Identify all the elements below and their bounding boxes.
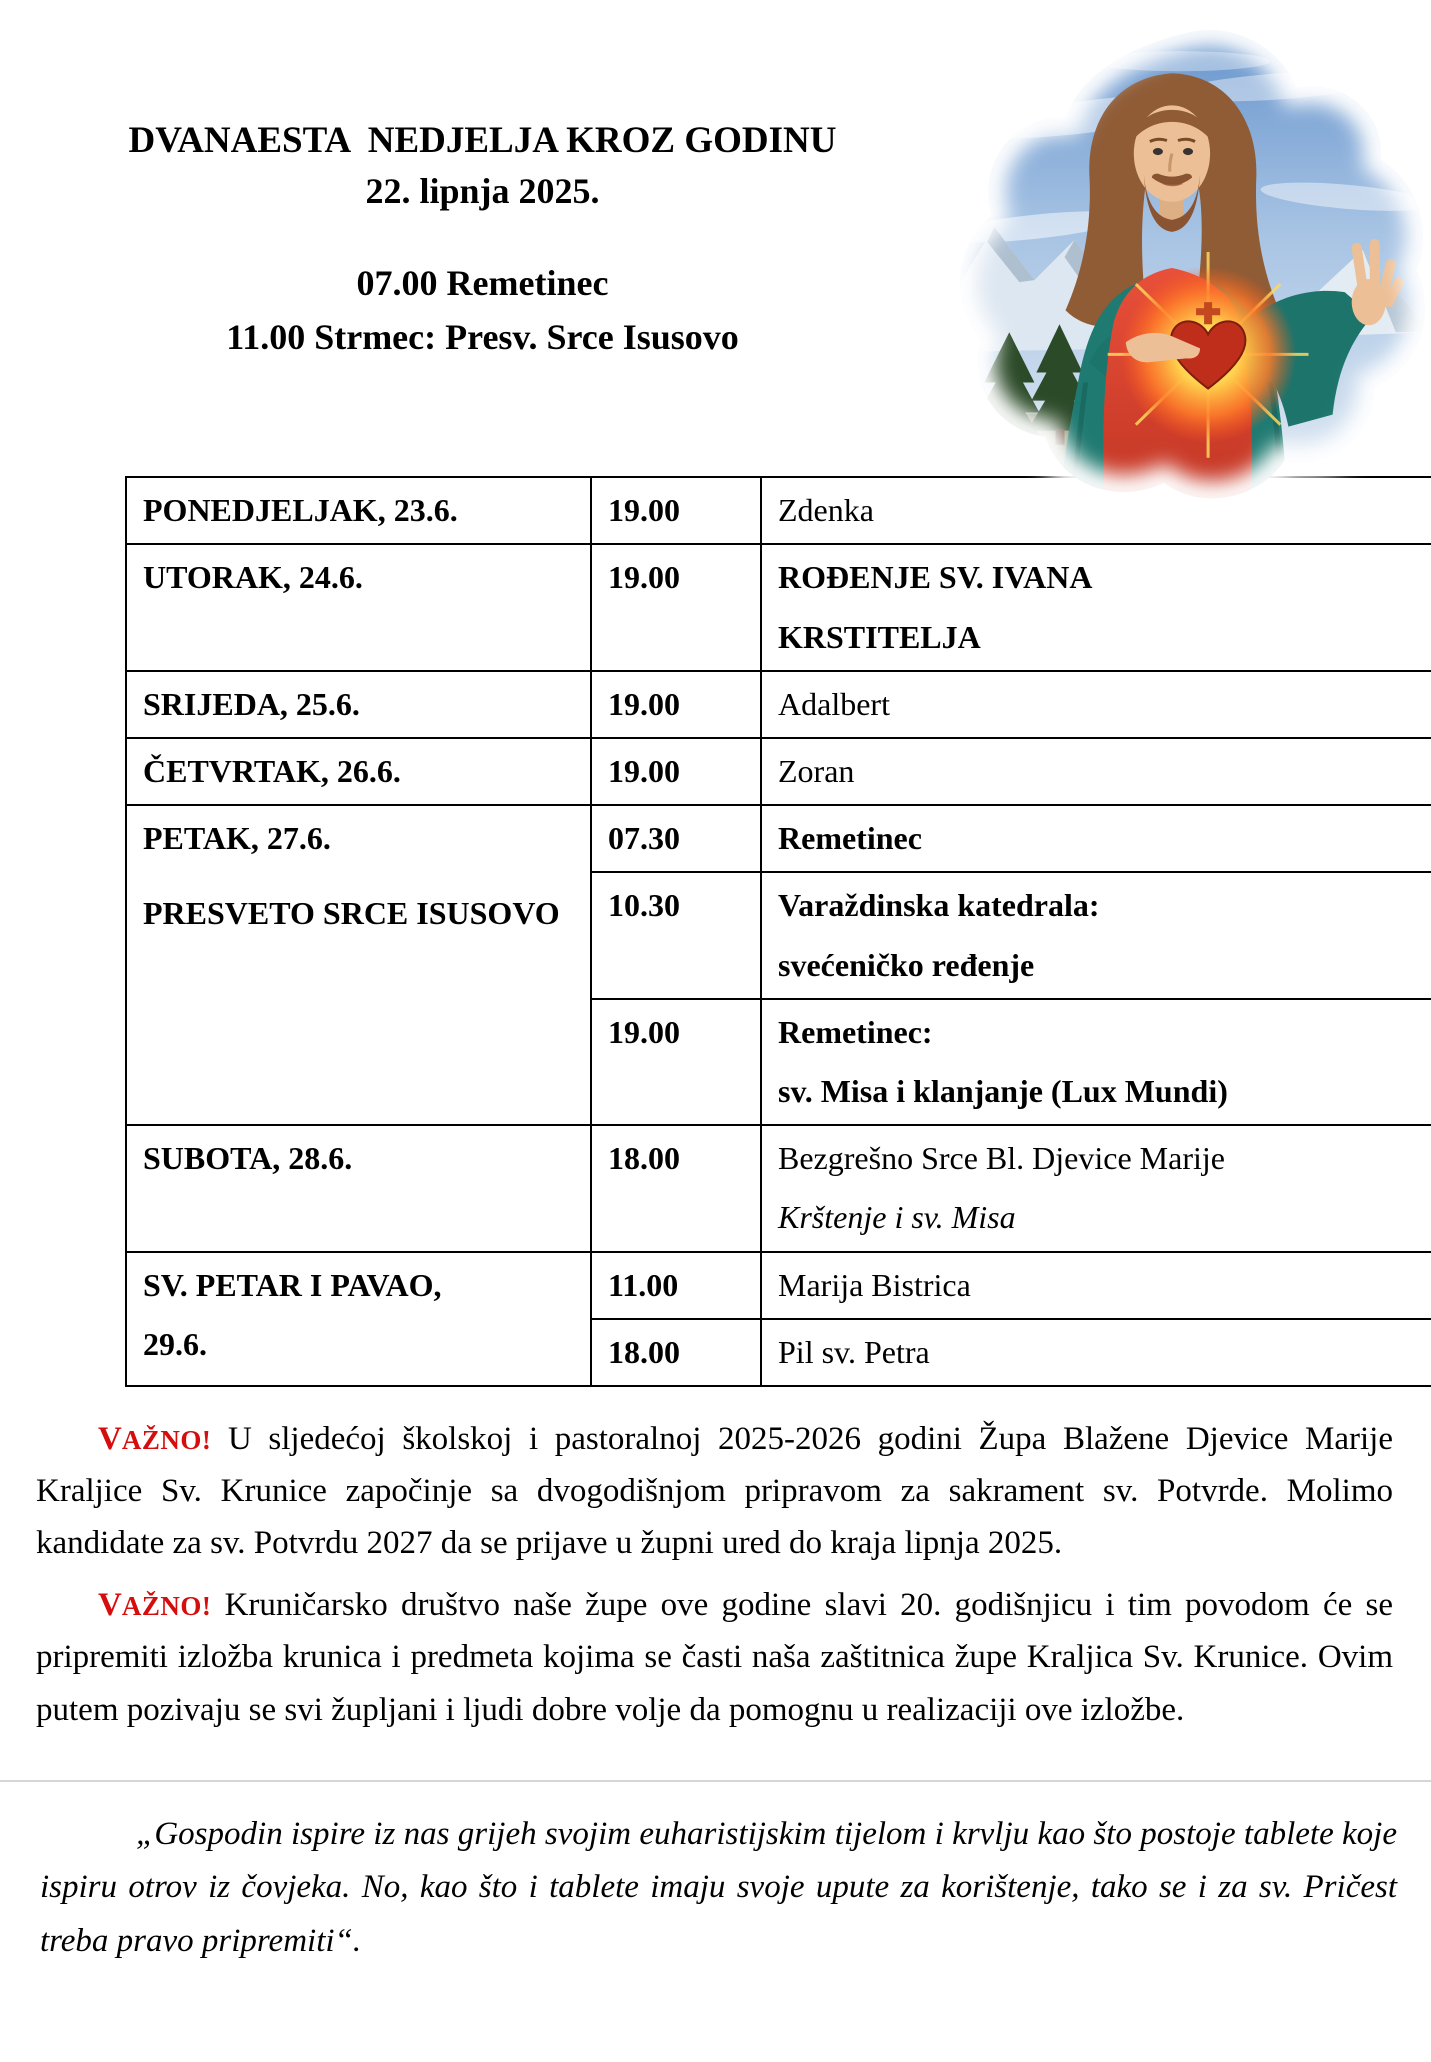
table-row (126, 671, 1431, 738)
time-cell: 07.30 (591, 805, 761, 872)
description-cell: Remetinec (761, 805, 1431, 872)
description-cell: Marija Bistrica (761, 1252, 1431, 1319)
description-line: Remetinec: (778, 1013, 933, 1050)
sunday-mass-times (0, 256, 965, 364)
page-title: DVANAESTA NEDJELJA KROZ GODINU (128, 120, 837, 161)
notice-text: Kruničarsko društvo naše župe ove godine slavi 20. godišnjicu i tim povodom će se pripremiti izložba krunica i predmeta kojima se časti naša zaštitnica župe Kraljica Sv. Krunice. Ovim putem pozivaju se svi župljani i ljudi dobre volje da pomognu u realizaciji ove izložbe. (36, 1587, 1393, 1728)
table-row (126, 805, 1431, 872)
time-cell: 18.00 (591, 1319, 761, 1386)
description-line: KRSTITELJA (778, 618, 981, 655)
time-cell: 19.00 (591, 738, 761, 805)
time-cell: 19.00 (591, 477, 761, 544)
time-cell: 11.00 (591, 1252, 761, 1319)
description-cell: Zdenka (761, 477, 1431, 544)
feast-name: PRESVETO SRCE ISUSOVO (143, 895, 560, 932)
table-row (126, 1125, 1431, 1251)
description-cell (761, 872, 1431, 998)
weekly-schedule-table (125, 476, 1431, 1387)
time-cell: 19.00 (591, 999, 761, 1125)
mass-time-line: 11.00 Strmec: Presv. Srce Isusovo (226, 317, 739, 358)
date-line: 22. lipnja 2025. (365, 171, 600, 212)
day-cell: SRIJEDA, 25.6. (126, 671, 591, 738)
quote-paragraph: „Gospodin ispire iz nas grijeh svojim euharistijskim tijelom i krvlju kao što postoje tablete koje ispiru otrov iz čovjeka. No, kao što i tablete imaju svoje upute za korištenje, tako se i za sv. Pričest treba pravo pripremiti“. (40, 1815, 1397, 1959)
section-divider (0, 1780, 1431, 1782)
time-cell: 18.00 (591, 1125, 761, 1251)
notice-rosary-society (36, 1579, 1393, 1735)
description-cell: Adalbert (761, 671, 1431, 738)
day-cell: PONEDJELJAK, 23.6. (126, 477, 591, 544)
description-cell: Zoran (761, 738, 1431, 805)
notice-confirmation (36, 1413, 1393, 1569)
day-cell: UTORAK, 24.6. (126, 544, 591, 670)
mass-time-line: 07.00 Remetinec (356, 263, 609, 304)
time-cell: 10.30 (591, 872, 761, 998)
sacred-heart-of-jesus-icon (939, 0, 1431, 524)
important-label: V (98, 1587, 122, 1624)
header (0, 0, 965, 364)
day-cell (126, 1252, 591, 1386)
sacred-heart-image (939, 0, 1431, 524)
table-row (126, 544, 1431, 670)
day-line: PETAK, 27.6. (143, 820, 331, 857)
day-cell: SUBOTA, 28.6. (126, 1125, 591, 1251)
important-label-rest: AŽNO! (121, 1424, 212, 1455)
time-cell: 19.00 (591, 671, 761, 738)
description-line: Krštenje i sv. Misa (778, 1199, 1016, 1236)
table-row (126, 738, 1431, 805)
description-cell (761, 999, 1431, 1125)
description-cell (761, 544, 1431, 670)
description-line: Bezgrešno Srce Bl. Djevice Marije (778, 1140, 1225, 1177)
description-line: svećeničko ređenje (778, 946, 1035, 983)
description-cell: Pil sv. Petra (761, 1319, 1431, 1386)
important-label: V (98, 1420, 122, 1457)
day-line: SV. PETAR I PAVAO, (143, 1266, 442, 1303)
important-label-rest: AŽNO! (121, 1591, 212, 1622)
day-cell (126, 805, 591, 1125)
day-cell: ČETVRTAK, 26.6. (126, 738, 591, 805)
description-line: ROĐENJE SV. IVANA (778, 559, 1093, 596)
description-line: Varaždinska katedrala: (778, 887, 1100, 924)
description-line: sv. Misa i klanjanje (Lux Mundi) (778, 1072, 1228, 1109)
day-line: 29.6. (143, 1325, 207, 1362)
time-cell: 19.00 (591, 544, 761, 670)
notice-text: U sljedećoj školskoj i pastoralnoj 2025-2026 godini Župa Blažene Djevice Marije Kraljice Sv. Krunice započinje sa dvogodišnjom pripravom za sakrament sv. Potvrde. Molimo kandidate za sv. Potvrdu 2027 da se prijave u župni ured do kraja lipnja 2025. (36, 1420, 1394, 1562)
table-row (126, 1252, 1431, 1319)
description-cell (761, 1125, 1431, 1251)
